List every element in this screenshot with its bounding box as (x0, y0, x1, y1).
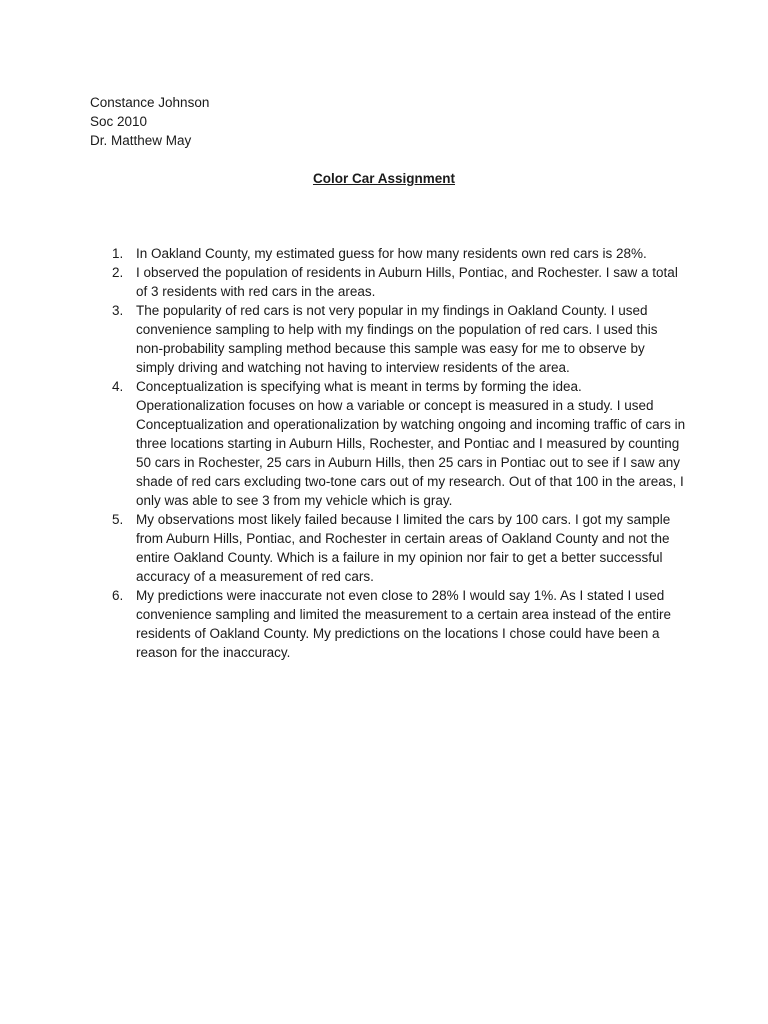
list-item-text: I observed the population of residents in Auburn Hills, Pontiac, and Rochester. I saw a total of 3 residents with red cars in the areas. (136, 265, 678, 299)
list-item-text: My observations most likely failed because I limited the cars by 100 cars. I got my sample from Auburn Hills, Pontiac, and Rochester in certain areas of Oakland County and not the entire Oakland County. Which is a failure in my opinion nor fair to get a better successful accuracy of a measurement of red cars. (136, 512, 671, 584)
list-item (112, 263, 686, 301)
list-item-number: 4. (112, 379, 124, 394)
list-item-text: The popularity of red cars is not very popular in my findings in Oakland County. I used convenience sampling to help with my findings on the population of red cars. I used this non-probability sampling method because this sample was easy for me to observe by simply driving and watching not having to interview residents of the area. (136, 303, 658, 375)
list-item-number: 3. (112, 303, 124, 318)
list-item (112, 244, 686, 263)
instructor-name: Dr. Matthew May (90, 133, 192, 148)
list-item (112, 301, 686, 377)
list-item-number: 5. (112, 512, 124, 527)
document-header (90, 93, 209, 150)
list-item-number: 1. (112, 246, 124, 261)
author-name: Constance Johnson (90, 95, 210, 110)
document-title: Color Car Assignment (312, 171, 456, 186)
list-item (112, 586, 686, 662)
list-item-number: 2. (112, 265, 124, 280)
answer-list (112, 244, 686, 662)
list-item (112, 510, 686, 586)
list-item (112, 377, 686, 510)
course-name: Soc 2010 (90, 114, 148, 129)
list-item-text: Conceptualization is specifying what is meant in terms by forming the idea. Operationalization focuses on how a variable or concept is measured in a study. I used Conceptualization and operationalization by watching ongoing and incoming traffic of cars in three locations starting in Auburn Hills, Rochester, and Pontiac and I measured by counting 50 cars in Rochester, 25 cars in Auburn Hills, then 25 cars in Pontiac out to see if I saw any shade of red cars excluding two-tone cars out of my research. Out of that 100 in the areas, I only was able to see 3 from my vehicle which is gray. (136, 379, 686, 508)
list-item-text: My predictions were inaccurate not even close to 28% I would say 1%. As I stated I used convenience sampling and limited the measurement to a certain area instead of the entire residents of Oakland County. My predictions on the locations I chose could have been a reason for the inaccuracy. (136, 588, 672, 660)
list-item-text: In Oakland County, my estimated guess for how many residents own red cars is 28%. (136, 246, 647, 261)
list-item-number: 6. (112, 588, 124, 603)
